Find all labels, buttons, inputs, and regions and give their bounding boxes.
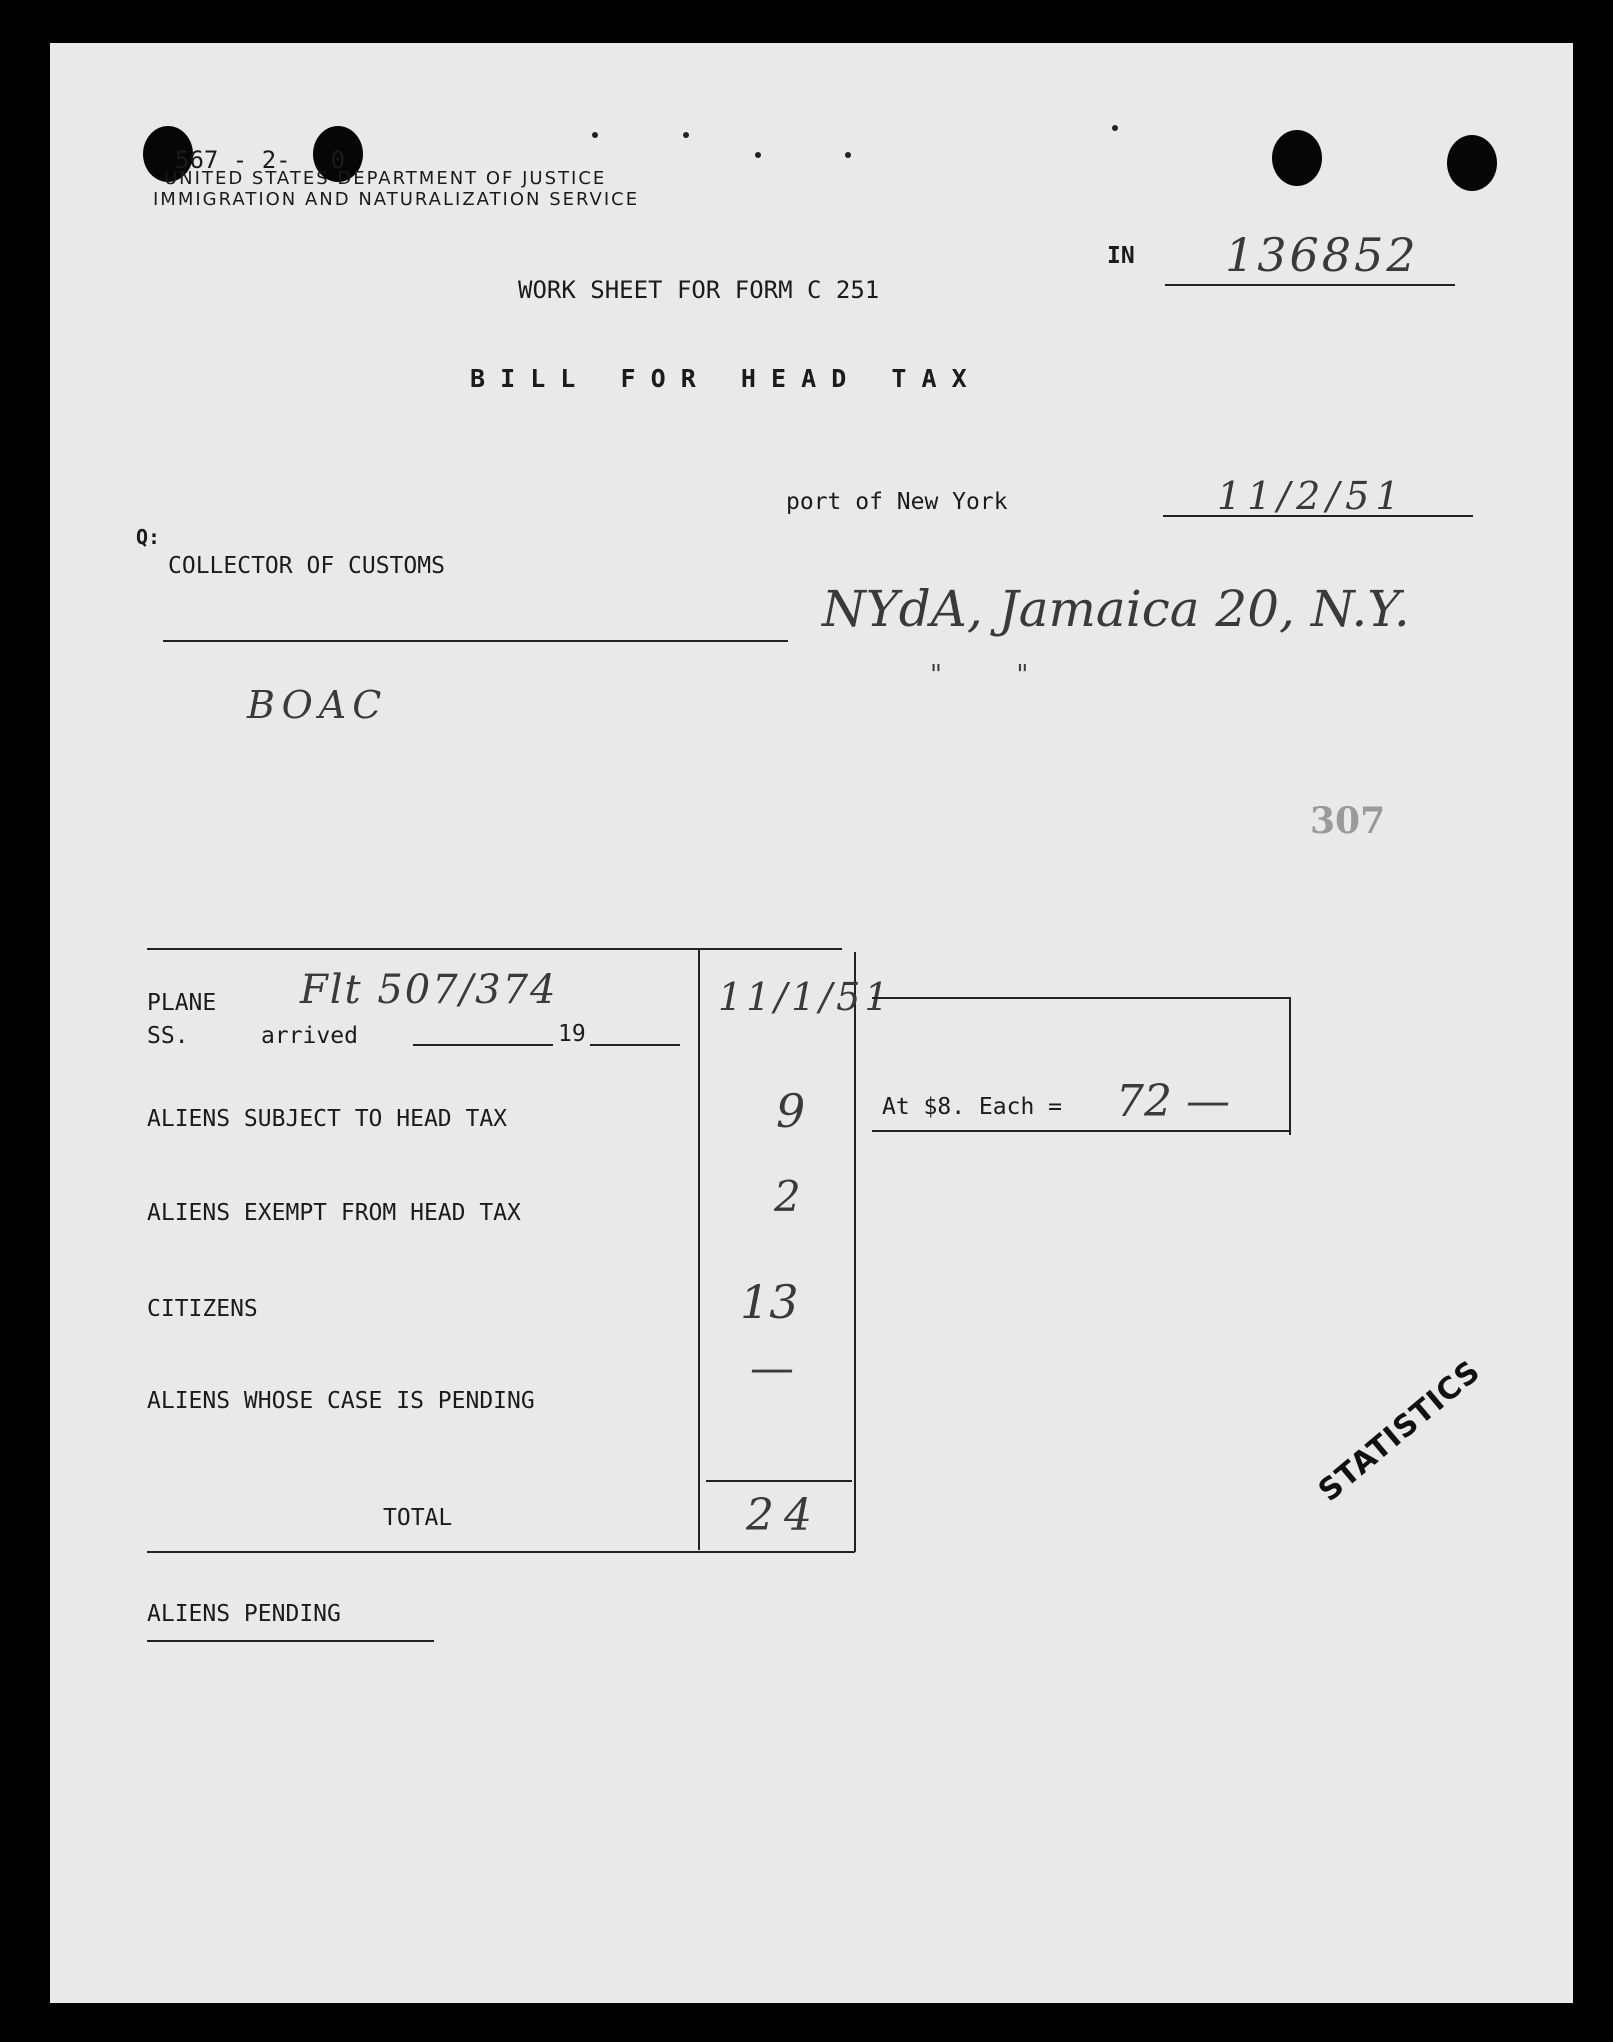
speck: [592, 132, 598, 138]
aliens-pending-underline: [147, 1640, 434, 1642]
table-bottom-rule: [147, 1551, 855, 1553]
row-label-pending: ALIENS WHOSE CASE IS PENDING: [147, 1388, 535, 1414]
rate-box-top: [872, 997, 1290, 999]
row-value-subject: 9: [776, 1084, 806, 1138]
table-right-edge: [854, 952, 856, 1552]
page-title: WORK SHEET FOR FORM C 251: [518, 276, 880, 304]
table-divider: [698, 948, 700, 1550]
total-value: 24: [746, 1490, 822, 1541]
port-date-underline: [1163, 515, 1473, 517]
row-value-citizens: 13: [740, 1275, 799, 1329]
arrived-underline: [413, 1044, 553, 1046]
speck: [1112, 125, 1118, 131]
stamped-number: 307: [1310, 800, 1386, 842]
agency-line-2: IMMIGRATION AND NATURALIZATION SERVICE: [153, 189, 640, 210]
collector-line: COLLECTOR OF CUSTOMS: [168, 553, 445, 579]
row-label-citizens: CITIZENS: [147, 1296, 258, 1322]
punch-hole-right-1: [1272, 130, 1322, 186]
in-number-underline: [1165, 284, 1455, 286]
arrival-date: 11/1/51: [718, 975, 893, 1019]
in-number: 136852: [1225, 228, 1419, 282]
in-label: IN: [1107, 243, 1135, 269]
handwritten-address: NYdA, Jamaica 20, N.Y.: [822, 580, 1410, 638]
arrived-label: arrived: [261, 1023, 358, 1049]
ditto-marks: " ": [930, 660, 1029, 690]
rate-box-right: [1289, 997, 1291, 1135]
plane-label: PLANE: [147, 990, 217, 1016]
rate-label: At $8. Each =: [882, 1094, 1063, 1120]
address-line: [163, 640, 788, 642]
carrier-name: BOAC: [247, 683, 388, 727]
speck: [755, 152, 761, 158]
plane-flight: Flt 507/374: [300, 967, 558, 1013]
speck: [683, 132, 689, 138]
table-top-rule: [147, 948, 842, 950]
total-rule: [706, 1480, 852, 1482]
agency-line-1: UNITED STATES DEPARTMENT OF JUSTICE: [164, 168, 607, 189]
row-label-exempt: ALIENS EXEMPT FROM HEAD TAX: [147, 1200, 521, 1226]
year-prefix: 19: [558, 1021, 586, 1047]
speck: [845, 152, 851, 158]
port-date: 11/2/51: [1217, 474, 1406, 518]
row-label-subject: ALIENS SUBJECT TO HEAD TAX: [147, 1106, 508, 1132]
row-value-pending: —: [750, 1343, 794, 1394]
aliens-pending-label: ALIENS PENDING: [147, 1601, 341, 1627]
page-subtitle: B I L L F O R H E A D T A X: [470, 364, 967, 393]
statistics-stamp: STATISTICS: [1312, 1353, 1488, 1509]
form-code: 567 - 2- 0: [175, 146, 346, 174]
port-label: port of New York: [786, 489, 1008, 515]
ss-label: SS.: [147, 1023, 189, 1049]
rate-box-bottom: [872, 1130, 1290, 1132]
total-label: TOTAL: [383, 1505, 453, 1531]
rate-amount: 72 —: [1116, 1076, 1230, 1127]
punch-hole-right-2: [1447, 135, 1497, 191]
to-label: Q:: [136, 525, 161, 549]
row-value-exempt: 2: [774, 1172, 801, 1221]
year-underline: [590, 1044, 680, 1046]
